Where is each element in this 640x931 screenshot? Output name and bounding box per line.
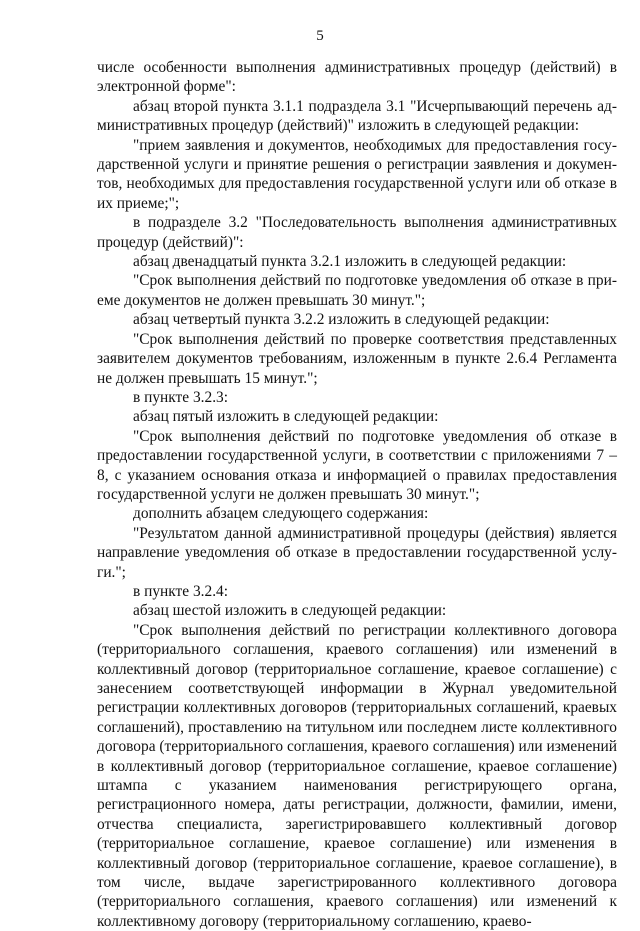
- paragraph: числе особенности выполнения административных процедур (действий) в электронной форме":: [97, 59, 617, 96]
- paragraph: в подразделе 3.2 "Последовательность выполнения административных процедур (действий)":: [97, 214, 617, 251]
- paragraph: "Срок выполнения действий по подготовке уведомления об отказе в приеме документов не должен превышать 30 минут.";: [97, 272, 617, 309]
- paragraph: дополнить абзацем следующего содержания:: [133, 505, 429, 523]
- paragraph: абзац двенадцатый пункта 3.2.1 изложить в следующей редакции:: [133, 253, 567, 271]
- paragraph: "Срок выполнения действий по регистрации коллективного договора (территориального соглашения, краевого соглашения) или изменений в коллективный договор (территориальное соглашение, краевое соглашение) с занесением соответствующей информации в Журнал уведомительной регистрации коллективных договоров (территориальных соглашений, краевых соглашений), проставлению на титульном или последнем листе коллективного договора (территориального соглашения, краевого соглашения) или изменений в коллективный договор (территориальное соглашение, краевое соглашение) штампа с указанием наименования регистрирующего органа, регистрационного номера, даты регистрации, должности, фамилии, имени, отчества специалиста, зарегистрировавшего коллективный договор (территориальное соглашение, краевое соглашение) или изменения в коллективный договор (территориальное соглашение, краевое соглашение), в том числе, выдаче зарегистрированного коллективного договора (территориального соглашения, краевого соглашения) или изменений к коллективному договору (территориальному соглашению, краево-: [97, 621, 617, 930]
- paragraph: "Срок выполнения действий по подготовке уведомления об отказе в предоставлении государственной услуги, в соответствии с приложениями 7 – 8, с указанием основания отказа и информацией о правилах предоставления государственной услуги не должен превышать 30 минут.";: [97, 427, 617, 503]
- paragraph: "Срок выполнения действий по проверке соответствия представленных заявителем документов требованиям, изложенным в пункте 2.6.4 Регламента не должен превышать 15 минут.";: [97, 330, 617, 387]
- paragraph: в пункте 3.2.4:: [133, 582, 229, 600]
- paragraph: в пункте 3.2.3:: [133, 388, 229, 406]
- document-body: [97, 58, 617, 931]
- paragraph: "Результатом данной административной процедуры (действия) является направление уведомления об отказе в предоставлении государственной услуги.";: [97, 524, 617, 581]
- paragraph: абзац четвертый пункта 3.2.2 изложить в следующей редакции:: [133, 311, 550, 329]
- paragraph: абзац шестой изложить в следующей редакции:: [133, 602, 447, 620]
- paragraph: "прием заявления и документов, необходимых для предоставления государственной услуги и принятие решения о регистрации заявления и документов, необходимых для предоставления государственной услуги или об отказе в их приеме;";: [97, 136, 617, 212]
- paragraph: абзац пятый изложить в следующей редакции:: [133, 408, 439, 426]
- page-number: 5: [316, 28, 324, 44]
- paragraph: абзац второй пункта 3.1.1 подраздела 3.1 "Исчерпывающий перечень административных процедур (действий)" изложить в следующей редакции:: [97, 97, 617, 135]
